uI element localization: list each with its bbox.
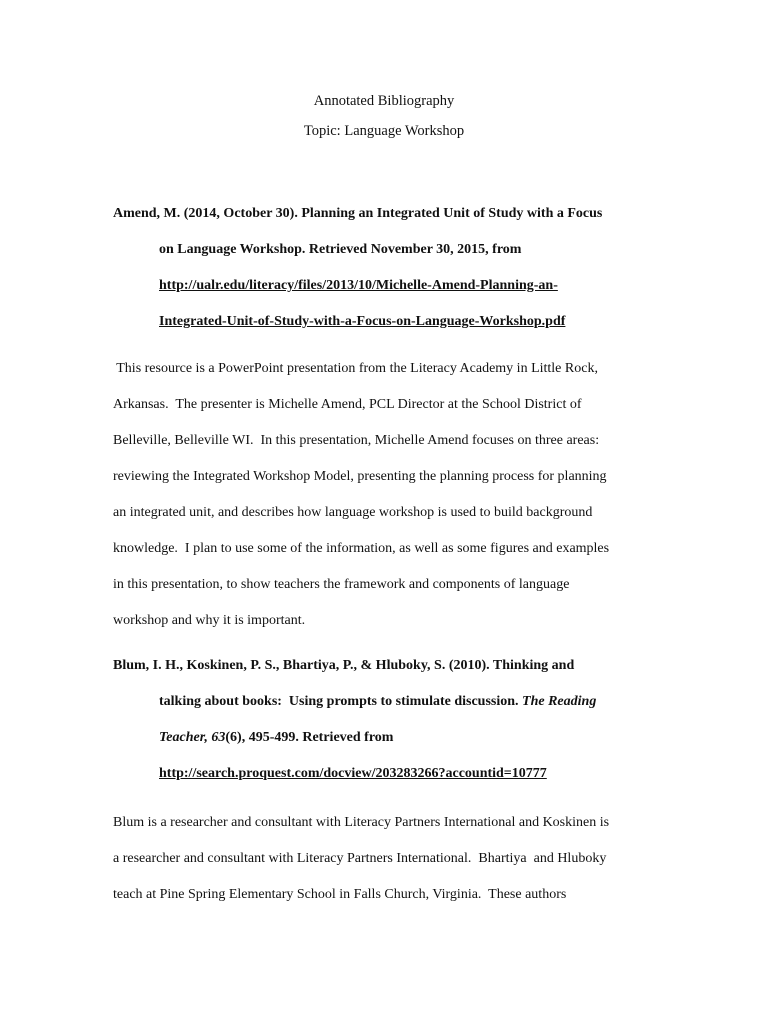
journal-title-volume: Teacher, 63: [159, 730, 226, 745]
annotation-line: in this presentation, to show teachers the framework and components of language: [113, 577, 570, 592]
bibliography-entry-blum: [113, 648, 653, 792]
bibliography-entry-amend: [113, 196, 653, 340]
citation-line: Amend, M. (2014, October 30). Planning an Integrated Unit of Study with a Focus: [113, 206, 603, 221]
annotation-line: Blum is a researcher and consultant with Literacy Partners International and Koskinen is: [113, 815, 610, 830]
citation-url-line: [113, 268, 653, 304]
annotation-line: reviewing the Integrated Workshop Model, presenting the planning process for planning: [113, 469, 607, 484]
citation-line: on Language Workshop. Retrieved November 30, 2015, from: [159, 242, 522, 257]
citation-url-line: [113, 756, 653, 792]
citation-link[interactable]: http://ualr.edu/literacy/files/2013/10/Michelle-Amend-Planning-an-: [159, 278, 558, 293]
annotation-line: a researcher and consultant with Literacy Partners International. Bhartiya and Hluboky: [113, 851, 607, 866]
annotation-line: teach at Pine Spring Elementary School in Falls Church, Virginia. These authors: [113, 887, 567, 902]
annotation-amend: [113, 351, 673, 639]
annotation-line: This resource is a PowerPoint presentation from the Literacy Academy in Little Rock,: [113, 361, 598, 376]
citation-url-line: [113, 304, 653, 340]
annotation-line: an integrated unit, and describes how language workshop is used to build background: [113, 505, 593, 520]
citation-link[interactable]: http://search.proquest.com/docview/203283266?accountid=10777: [159, 766, 547, 781]
citation-link[interactable]: Integrated-Unit-of-Study-with-a-Focus-on-Language-Workshop.pdf: [159, 314, 566, 329]
annotation-line: Arkansas. The presenter is Michelle Amend, PCL Director at the School District of: [113, 397, 582, 412]
document-title: Annotated Bibliography: [313, 93, 455, 109]
annotation-line: Belleville, Belleville WI. In this presentation, Michelle Amend focuses on three areas:: [113, 433, 600, 448]
annotation-line: knowledge. I plan to use some of the information, as well as some figures and examples: [113, 541, 610, 556]
citation-line: [113, 684, 653, 720]
document-topic: Topic: Language Workshop: [303, 123, 465, 139]
citation-line: [113, 720, 653, 756]
citation-line: Blum, I. H., Koskinen, P. S., Bhartiya, P., & Hluboky, S. (2010). Thinking and: [113, 658, 575, 673]
annotation-blum: [113, 805, 673, 913]
citation-text: talking about books: Using prompts to stimulate discussion.: [159, 694, 523, 709]
citation-text: (6), 495-499. Retrieved from: [225, 730, 394, 745]
journal-title: The Reading: [522, 694, 597, 709]
annotation-line: workshop and why it is important.: [113, 613, 306, 628]
